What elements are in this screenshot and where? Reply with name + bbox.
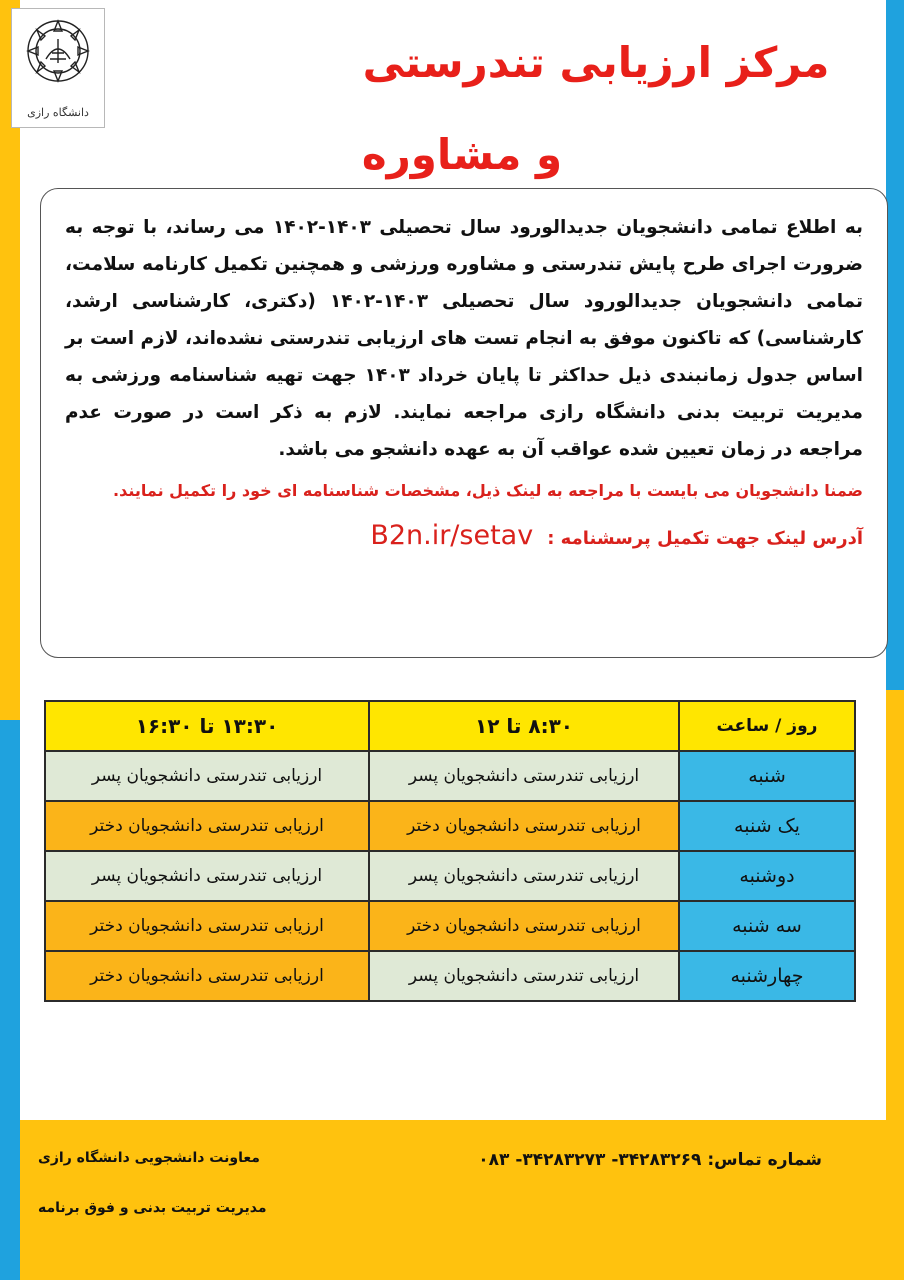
right-decor-bar-yellow	[886, 690, 904, 1280]
morning-cell: ارزیابی تندرستی دانشجویان دختر	[369, 901, 679, 951]
header-morning: ۸:۳۰ تا ۱۲	[369, 701, 679, 751]
footer-band	[20, 1120, 886, 1280]
afternoon-cell: ارزیابی تندرستی دانشجویان دختر	[45, 801, 369, 851]
header-day-hour: روز / ساعت	[679, 701, 855, 751]
table-row	[45, 751, 855, 801]
table-row	[45, 901, 855, 951]
table-row	[45, 851, 855, 901]
day-cell: سه شنبه	[679, 901, 855, 951]
link-row	[65, 520, 863, 551]
day-cell: یک شنبه	[679, 801, 855, 851]
right-decor-bar-blue	[886, 0, 904, 690]
notice-red-note: ضمنا دانشجویان می بایست با مراجعه به لینک ذیل، مشخصات شناسنامه ای خود را تکمیل نمایند.	[113, 481, 863, 500]
day-cell: شنبه	[679, 751, 855, 801]
logo-caption: دانشگاه رازی	[27, 106, 89, 119]
table-row	[45, 801, 855, 851]
page-title-line1: مرکز ارزیابی تندرستی	[362, 38, 830, 87]
schedule-table	[44, 700, 856, 1002]
afternoon-cell: ارزیابی تندرستی دانشجویان دختر	[45, 951, 369, 1001]
left-decor-bar-blue	[0, 720, 20, 1280]
morning-cell: ارزیابی تندرستی دانشجویان پسر	[369, 851, 679, 901]
morning-cell: ارزیابی تندرستی دانشجویان پسر	[369, 951, 679, 1001]
university-emblem-icon	[12, 9, 104, 95]
footer-org-line2: مدیریت تربیت بدنی و فوق برنامه	[38, 1200, 267, 1216]
table-header-row	[45, 701, 855, 751]
morning-cell: ارزیابی تندرستی دانشجویان دختر	[369, 801, 679, 851]
footer-org-line1: معاونت دانشجویی دانشگاه رازی	[38, 1150, 260, 1166]
table-row	[45, 951, 855, 1001]
header-afternoon: ۱۳:۳۰ تا ۱۶:۳۰	[45, 701, 369, 751]
university-logo	[11, 8, 105, 128]
afternoon-cell: ارزیابی تندرستی دانشجویان پسر	[45, 751, 369, 801]
page-title-line2: و مشاوره	[361, 130, 563, 179]
afternoon-cell: ارزیابی تندرستی دانشجویان پسر	[45, 851, 369, 901]
notice-body-text: به اطلاع تمامی دانشجویان جدیدالورود سال تحصیلی ۱۴۰۳-۱۴۰۲ می رساند، با توجه به ضرورت اجرای طرح پایش تندرستی و مشاوره ورزشی و همچنین تکمیل کارنامه سلامت، تمامی دانشجویان جدیدالورود سال تحصیلی ۱۴۰۳-۱۴۰۲ (دکتری، کارشناسی ارشد، کارشناسی) که تاکنون موفق به انجام تست های ارزیابی تندرستی نشده‌اند، لازم است بر اساس جدول زمانبندی ذیل حداکثر تا پایان خرداد ۱۴۰۳ جهت تهیه شناسنامه ورزشی به مدیریت تربیت بدنی دانشگاه رازی مراجعه نمایند. لازم به ذکر است در صورت عدم مراجعه در زمان تعیین شده عواقب آن به عهده دانشجو می باشد.	[65, 217, 863, 460]
notice-box	[40, 188, 888, 658]
afternoon-cell: ارزیابی تندرستی دانشجویان دختر	[45, 901, 369, 951]
day-cell: چهارشنبه	[679, 951, 855, 1001]
morning-cell: ارزیابی تندرستی دانشجویان پسر	[369, 751, 679, 801]
questionnaire-link[interactable]: B2n.ir/setav	[370, 520, 534, 551]
link-label: آدرس لینک جهت تکمیل پرسشنامه :	[547, 528, 863, 549]
contact-numbers: شماره تماس: ۳۴۲۸۳۲۶۹- ۳۴۲۸۳۲۷۳- ۰۸۳	[478, 1150, 822, 1170]
day-cell: دوشنبه	[679, 851, 855, 901]
